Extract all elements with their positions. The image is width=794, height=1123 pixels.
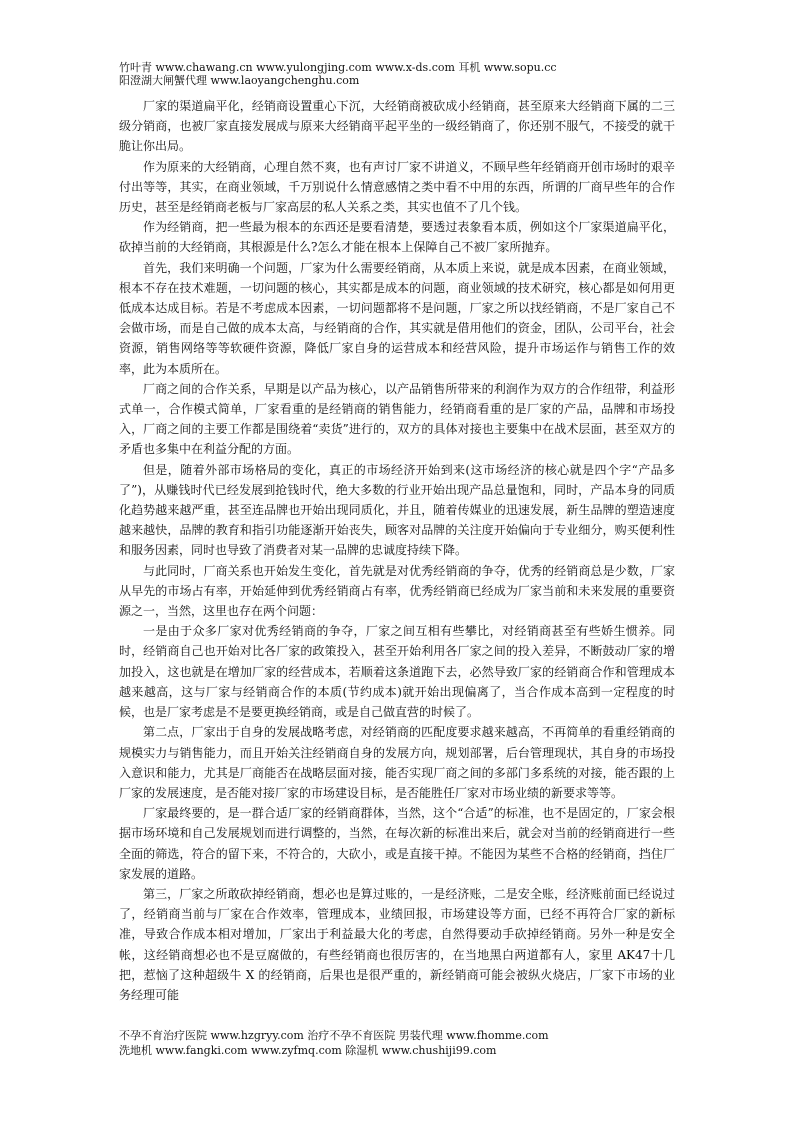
footer-links-line-1: 不孕不育治疗医院 www.hzgryy.com 治疗不孕不育医院 男装代理 www.fhomme.com xyxy=(119,1029,549,1042)
paragraph: 第二点，厂家出于自身的发展战略考虑，对经销商的匹配度要求越来越高，不再简单的看重经销商的规模实力与销售能力，而且开始关注经销商自身的发展方向，规划部署，后台管理现状，其自身的市场投入意识和能力，尤其是厂商能否在战略层面对接，能否实现厂商之间的多部门多系统的对接，能否跟的上厂家的发展速度，是否能对接厂家的市场建设目标，是否能胜任厂家对市场业绩的新要求等等。 xyxy=(119,725,675,800)
page-header xyxy=(119,61,679,87)
paragraph: 作为经销商，把一些最为根本的东西还是要看清楚，要透过表象看本质，例如这个厂家渠道扁平化，砍掉当前的大经销商，其根源是什么?怎么才能在根本上保障自己不被厂家所抛弃。 xyxy=(119,220,675,255)
paragraph: 作为原来的大经销商，心理自然不爽，也有声讨厂家不讲道义，不顾早些年经销商开创市场时的艰辛付出等等，其实，在商业领域，千万别说什么情意感情之类中看不中用的东西，所谓的厂商早些年的合作历史，甚至是经销商老板与厂家高层的私人关系之类，其实也值不了几个钱。 xyxy=(119,159,675,215)
footer-links-line-2: 洗地机 www.fangki.com www.zyfmq.com 除湿机 www.chushiji99.com xyxy=(119,1043,497,1057)
paragraph: 但是，随着外部市场格局的变化，真正的市场经济开始到来(这市场经济的核心就是四个字“产品多了”)，从赚钱时代已经发展到抢钱时代，绝大多数的行业开始出现产品总量饱和，同时，产品本身的同质化趋势越来越严重，甚至连品牌也开始出现同质化，并且，随着传媒业的迅速发展，新生品牌的塑造速度越来越快，品牌的教育和指引功能逐渐开始丧失，顾客对品牌的关注度开始偏向于专业细分，购买便利性和服务因素，同时也导致了消费者对某一品牌的忠诚度持续下降。 xyxy=(119,462,675,558)
paragraph: 厂家的渠道扁平化，经销商设置重心下沉，大经销商被砍成小经销商，甚至原来大经销商下属的二三级分销商，也被厂家直接发展成与原来大经销商平起平坐的一级经销商了，你还别不服气，不接受的就干脆让你出局。 xyxy=(119,99,675,154)
paragraph: 与此同时，厂商关系也开始发生变化，首先就是对优秀经销商的争夺，优秀的经销商总是少数，厂家从早先的市场占有率，开始延伸到优秀经销商占有率，优秀经销商已经成为厂家当前和未来发展的重要资源之一，当然，这里也存在两个问题： xyxy=(119,563,675,619)
paragraph: 厂家最终要的，是一群合适厂家的经销商群体，当然，这个“合适”的标准，也不是固定的，厂家会根据市场环境和自己发展规划而进行调整的，当然，在每次新的标准出来后，就会对当前的经销商进行一些全面的筛选，符合的留下来，不符合的，大砍小，或是直接干掉。不能因为某些不合格的经销商，挡住厂家发展的道路。 xyxy=(119,806,675,881)
paragraph: 厂商之间的合作关系，早期是以产品为核心，以产品销售所带来的利润作为双方的合作纽带，利益形式单一，合作模式简单，厂家看重的是经销商的销售能力，经销商看重的是厂家的产品，品牌和市场投入，厂商之间的主要工作都是围绕着“卖货”进行的，双方的具体对接也主要集中在战术层面，甚至双方的矛盾也多集中在利益分配的方面。 xyxy=(119,381,675,457)
header-links-line-1: 竹叶青 www.chawang.cn www.yulongjing.com www.x-ds.com 耳机 www.sopu.cc xyxy=(119,61,557,74)
paragraph: 第三，厂家之所敢砍掉经销商，想必也是算过账的，一是经济账，二是安全账，经济账前面已经说过了，经销商当前与厂家在合作效率，管理成本，业绩回报，市场建设等方面，已经不再符合厂家的新标准，导致合作成本相对增加，厂家出于利益最大化的考虑，自然得要动手砍掉经销商。另外一种是安全帐，这经销商想必也不是豆腐做的，有些经销商也很厉害的，在当地黑白两道都有人，家里 AK47十几把，惹恼了这种超级牛 X 的经销商，后果也是很严重的，新经销商可能会被纵火烧店，厂家下市场的业务经理可能 xyxy=(119,886,675,1002)
page-footer xyxy=(119,1029,679,1058)
header-links-line-2: 阳澄湖大闸蟹代理 www.laoyangchenghu.com xyxy=(119,74,360,87)
article-body xyxy=(119,96,675,1005)
paragraph: 一是由于众多厂家对优秀经销商的争夺，厂家之间互相有些攀比，对经销商甚至有些娇生惯养。同时，经销商自己也开始对比各厂家的政策投入，甚至开始利用各厂家之间的投入差异，不断鼓动厂家的增加投入，这也就是在增加厂家的经营成本，若顺着这条道跑下去，必然导致厂家的经销商合作和管理成本越来越高，这与厂家与经销商合作的本质(节约成本)就开始出现偏离了，当合作成本高到一定程度的时候，也是厂家考虑是不是要更换经销商，或是自己做直营的时候了。 xyxy=(119,624,675,720)
paragraph: 首先，我们来明确一个问题，厂家为什么需要经销商，从本质上来说，就是成本因素，在商业领域，根本不存在技术难题，一切问题的核心，其实都是成本的问题，商业领域的技术研究，核心都是如何用更低成本达成目标。若是不考虑成本因素，一切问题都将不是问题，厂家之所以找经销商，不是厂家自己不会做市场，而是自己做的成本太高，与经销商的合作，其实就是借用他们的资金，团队，公司平台，社会资源，销售网络等等软硬件资源，降低厂家自身的运营成本和经营风险，提升市场运作与销售工作的效率，此为本质所在。 xyxy=(119,260,675,376)
